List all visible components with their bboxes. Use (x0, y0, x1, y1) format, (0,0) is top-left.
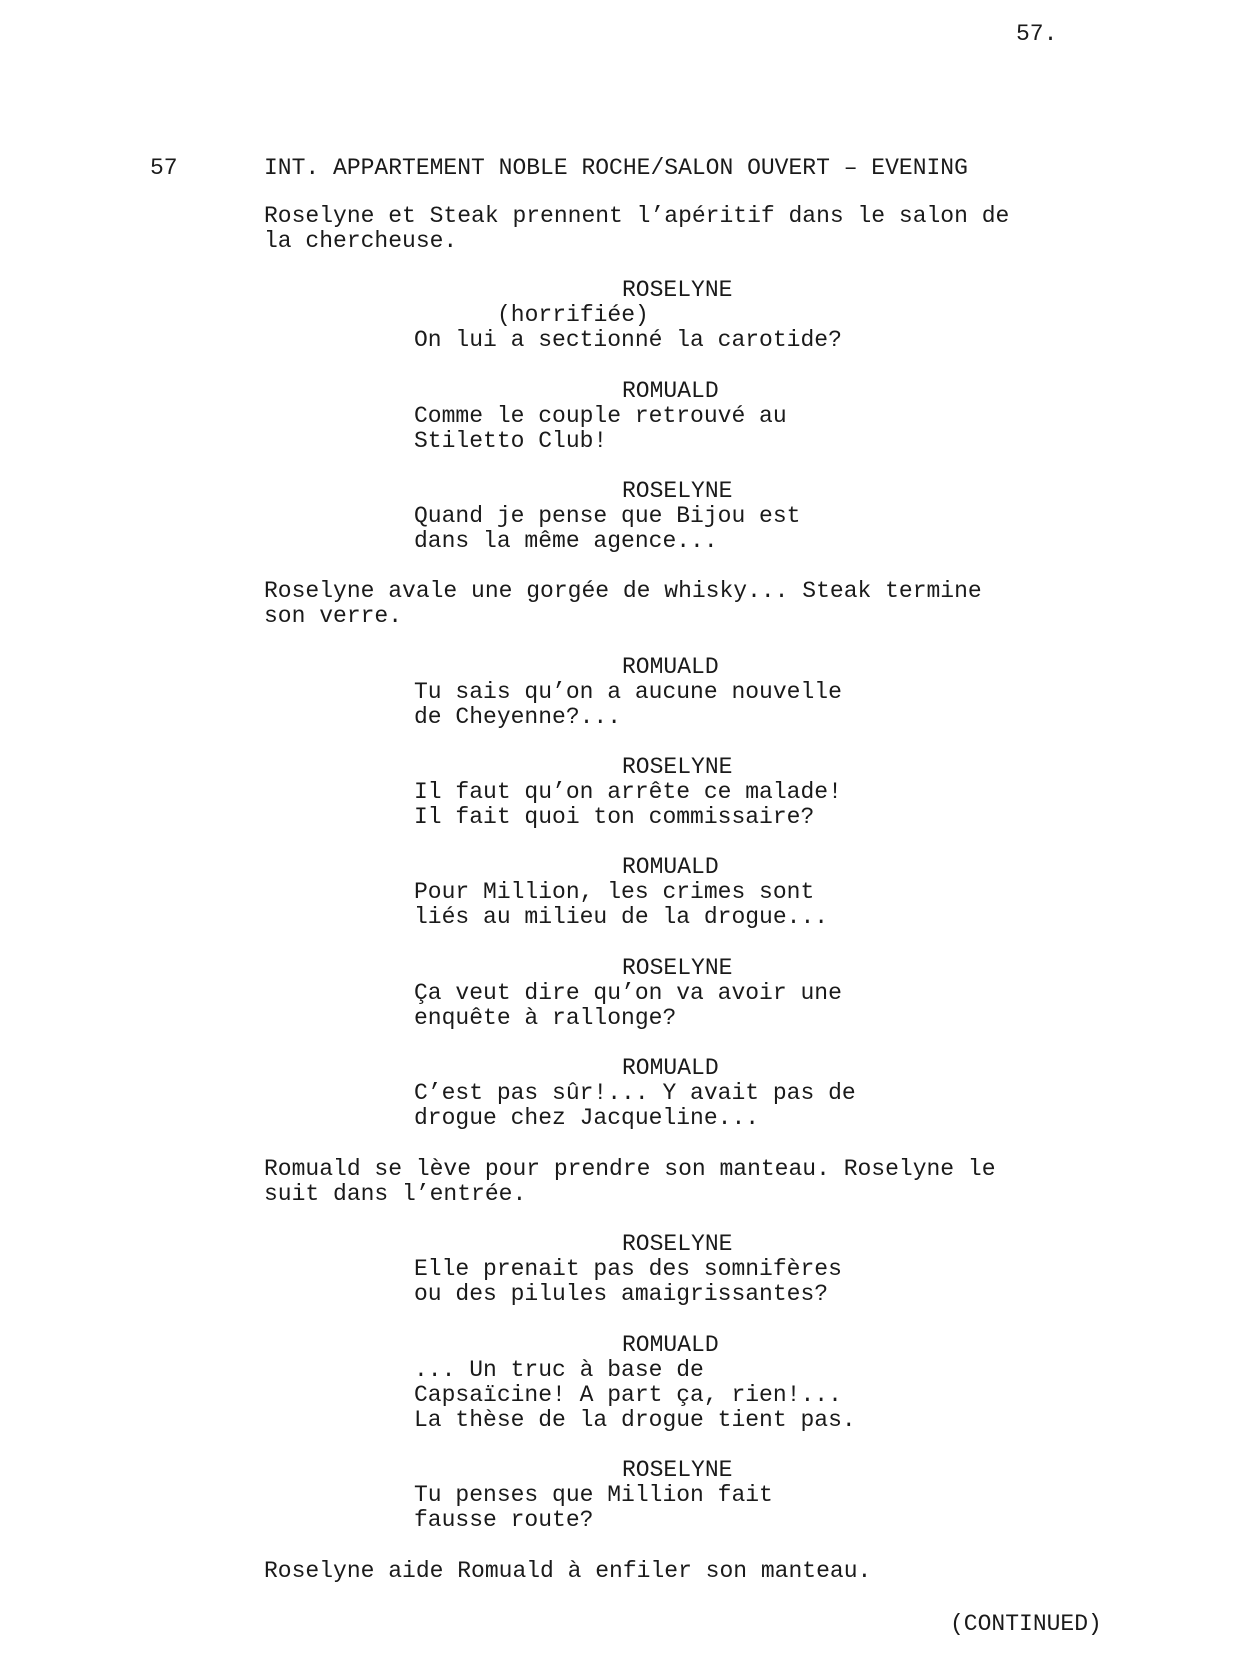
character-name: ROSELYNE (622, 1457, 733, 1483)
dialogue-line: La thèse de la drogue tient pas. (414, 1407, 856, 1433)
action-line: Roselyne avale une gorgée de whisky... Steak termine (264, 578, 982, 604)
parenthetical: (horrifiée) (497, 302, 649, 328)
character-name: ROSELYNE (622, 478, 733, 504)
scene-number: 57 (150, 155, 178, 181)
character-name: ROSELYNE (622, 277, 733, 303)
dialogue-line: de Cheyenne?... (414, 704, 622, 730)
character-name: ROSELYNE (622, 955, 733, 981)
action-line: son verre. (264, 603, 403, 629)
dialogue-line: drogue chez Jacqueline... (414, 1105, 760, 1131)
dialogue-line: ou des pilules amaigrissantes? (414, 1281, 829, 1307)
character-name: ROMUALD (622, 854, 719, 880)
dialogue-line: ... Un truc à base de (414, 1357, 704, 1383)
dialogue-line: dans la même agence... (414, 528, 718, 554)
dialogue-line: Elle prenait pas des somnifères (414, 1256, 842, 1282)
dialogue-line: Stiletto Club! (414, 428, 608, 454)
dialogue-line: fausse route? (414, 1507, 594, 1533)
dialogue-line: Ça veut dire qu’on va avoir une (414, 980, 842, 1006)
character-name: ROSELYNE (622, 1231, 733, 1257)
page-number: 57. (1016, 21, 1058, 47)
dialogue-line: Tu sais qu’on a aucune nouvelle (414, 679, 842, 705)
dialogue-line: C’est pas sûr!... Y avait pas de (414, 1080, 856, 1106)
character-name: ROMUALD (622, 654, 719, 680)
continued-marker: (CONTINUED) (950, 1611, 1102, 1637)
action-line: Romuald se lève pour prendre son manteau. Roselyne le (264, 1156, 996, 1182)
dialogue-line: Il fait quoi ton commissaire? (414, 804, 815, 830)
action-line: la chercheuse. (264, 228, 458, 254)
dialogue-line: liés au milieu de la drogue... (414, 904, 829, 930)
dialogue-line: Quand je pense que Bijou est (414, 503, 801, 529)
action-line: Roselyne et Steak prennent l’apéritif dans le salon de (264, 203, 1010, 229)
action-line: Roselyne aide Romuald à enfiler son manteau. (264, 1558, 872, 1584)
character-name: ROMUALD (622, 378, 719, 404)
dialogue-line: Pour Million, les crimes sont (414, 879, 815, 905)
dialogue-line: enquête à rallonge? (414, 1005, 677, 1031)
dialogue-line: Comme le couple retrouvé au (414, 403, 787, 429)
character-name: ROMUALD (622, 1332, 719, 1358)
action-line: suit dans l’entrée. (264, 1181, 527, 1207)
character-name: ROMUALD (622, 1055, 719, 1081)
dialogue-line: Capsaïcine! A part ça, rien!... (414, 1382, 842, 1408)
character-name: ROSELYNE (622, 754, 733, 780)
dialogue-line: Tu penses que Million fait (414, 1482, 773, 1508)
dialogue-line: Il faut qu’on arrête ce malade! (414, 779, 842, 805)
scene-heading: INT. APPARTEMENT NOBLE ROCHE/SALON OUVERT – EVENING (264, 155, 968, 181)
dialogue-line: On lui a sectionné la carotide? (414, 327, 842, 353)
